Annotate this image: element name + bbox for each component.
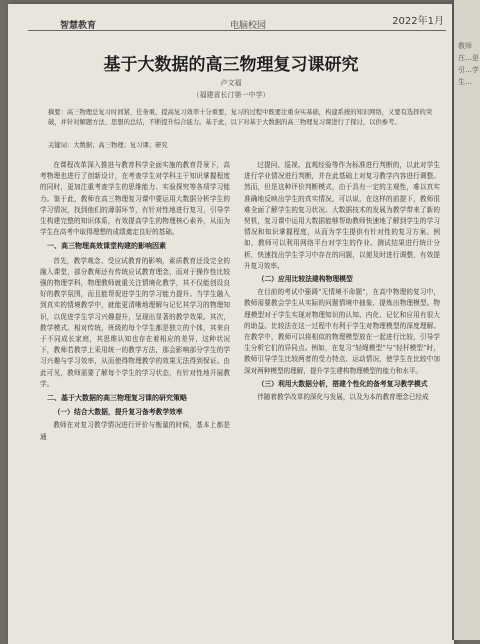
article-abstract: 摘要：高三物理总复习时间紧、任务重，提高复习效率十分重要，复习的过程中既要注重夯实基础，构建系统的知识网络，又要有选择的突破，并针对解题方法、思想的总结，不断提升综合能力。基于此，以下对基于大数据的高三物理复习课进行了探讨，以供参考。 <box>48 109 433 126</box>
page-header <box>20 12 448 30</box>
section-heading: （二）应用比较法建构物理模型 <box>257 275 353 284</box>
paragraph: 伴随着教学改革的深化与发展，以及为本的教育理念已经成 <box>257 393 429 402</box>
section-heading: 二、基于大数据的高三物理复习课的研究策略 <box>47 394 187 403</box>
journal-page <box>8 4 454 644</box>
article-author: 卢文福 <box>220 79 242 87</box>
section-heading: （三）利用大数据分析，搭建个性化的备考复习教学模式 <box>257 379 428 388</box>
article-title: 基于大数据的高三物理复习课研究 <box>103 55 359 75</box>
article-affiliation: （福建省长汀第一中学） <box>192 91 270 99</box>
header-rule <box>28 30 446 31</box>
paragraph: 首先，教学观念、受应试教育的影响，素质教育还没完全的融入课堂，部分教师还有传统应试教育理念，而对于操作性比较强的物理学科，物理教师就重关注情境化教学，其不仅能创设良好的教学氛围，而且能帮促进学生的学习能力提升。当学生融入到真实的情境教学中，就能更清晰地理解与记忆其学习的物理知识，以促进学生学习兴趣提升，呈现出显著的教学效果。其次，教学模式。相对传统，班级的每个学生都是独立的个体，其来自于不同成长家庭，其思维认知也存在着相应的差异，这种状况下，教师若教学上采用统一的教学方法，那会影响部分学生的学习兴趣与学习效率，从而使得物理教学的效果无法得到保证。由此可见，教师需要了解每个学生的学习状态，有针对性地开展教学。 <box>40 256 230 388</box>
column-name: 电脑校园 <box>230 21 267 31</box>
article-keywords: 关键词：大数据；高三物理；复习课；研究 <box>48 142 168 149</box>
paragraph: 过提问、巡视、直观经验等作为标准进行判断的，以此对学生进行学业情况进行判断，并在此基础上对复习教学内容进行调整。然而，但是这种评价判断模式，由于具有一定的主观性，难以真实准确地反映出学生的真实情况，可以说，在这样的前提下，教师很难全面了解学生的复习状况。大数据技术的发展为教学带来了新的契机，复习课中运用大数据能够帮助教师快速地了解到学生的学习情况和知识掌握程度，从而为学生提供有针对性的复习方案。例如，教师可以利用网络平台对学生的作业、测试结果进行统计分析，快速找出学生学习中存在的问题，以便及时进行调整，有效提升复习效率。 <box>244 161 440 270</box>
section-heading: （一）结合大数据，提升复习备考教学效率 <box>53 408 183 417</box>
paragraph: 在目前的考试中强调“无情境不命题”，在高中物理的复习中，教师需要教会学生从实际的问题情境中抽象、提炼出物理模型。物理模型对于学生实现对物理知识的认知、内化、记忆和应用有很大的助益。比较法在这一过程中有利于学生对物理模型的深度理解。在教学中，教师可以将相似的物理模型放在一起进行比较，引导学生分析它们的异同点。例如，在复习“轻绳模型”与“轻杆模型”时，教师引导学生比较两者的受力特点、运动情况，使学生在比较中加深对两种模型的理解，提升学生建构物理模型的能力和水平。 <box>244 288 440 375</box>
adjacent-page-text: 教师在…是引…学生… <box>458 42 479 86</box>
left-column <box>40 160 230 443</box>
adjacent-page-edge <box>452 0 480 640</box>
right-column <box>244 160 440 403</box>
paragraph: 教师在对复习教学情况进行评价与衡量的时候，基本上都是通 <box>40 421 230 441</box>
paragraph: 在课程改革深入推进与教育科学全面实施的教育背景下，高考物理也进行了创新设计，在考查学生对学科主干知识掌握程度的同时，更加注重考查学生的思维能力、实验探究等各项学习能力。鉴于此，教师在高三物理复习课中要运用大数据分析学生的学习情况，找到他们的薄弱环节，有针对性地进行复习，引导学生构建完整的知识体系，有效提高学生的物理核心素养，从而为学生在高考中取得理想的成绩奠定良好的基础。 <box>40 161 230 237</box>
journal-name: 智慧教育 <box>60 21 97 31</box>
section-heading: 一、高三物理高效课堂构建的影响因素 <box>47 242 166 251</box>
issue-date: 2022年1月 <box>392 16 444 27</box>
